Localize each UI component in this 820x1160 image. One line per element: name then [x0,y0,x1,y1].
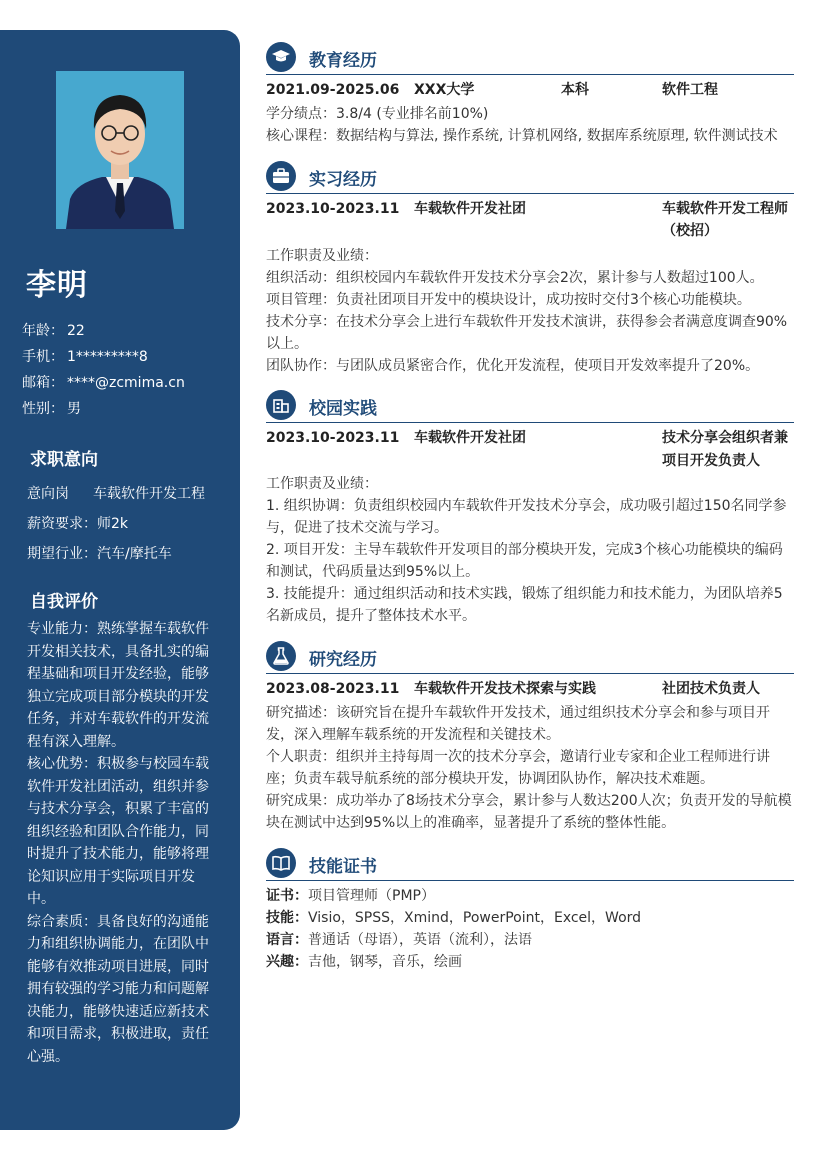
campus-section-header [266,390,794,423]
skills-hobby-row [266,951,462,973]
campus-details [266,473,796,627]
education-gpa: 学分绩点：3.8/4 (专业排名前10%) [266,106,489,122]
research-line: 研究描述：该研究旨在提升车载软件开发技术，通过组织技术分享会和参与项目开发，深入理解车载系统的开发流程和关键技术。 [266,705,770,743]
campus-title: 校园实践 [309,399,377,419]
phone-label: 手机： [22,349,64,365]
self-eval-paragraph: 专业能力：熟练掌握车载软件开发相关技术，具备扎实的编程基础和项目开发经验，能够独立完成项目部分模块的开发任务，并对车载软件的开发流程有深入理解。 [27,621,209,750]
skills-cert-row [266,885,435,907]
intent-industry-row [27,543,205,573]
internship-role: 车载软件开发工程师 [662,201,788,217]
age-row [22,320,185,346]
email-row [22,372,185,398]
internship-line: 团队协作：与团队成员紧密合作，优化开发流程，使项目开发效率提升了20%。 [266,358,760,374]
graduation-cap-icon [266,42,296,72]
email-value: ****@zcmima.cn [67,375,185,391]
gender-label: 性别： [22,401,64,417]
research-line: 研究成果：成功举办了8场技术分享会，累计参与人数达200人次；负责开发的导航模块在测试中达到95%以上的准确率，显著提升了系统的整体性能。 [266,793,792,831]
education-major: 软件工程 [662,82,718,98]
internship-line: 技术分享：在技术分享会上进行车载软件开发技术演讲，获得参会者满意度调查90%以上。 [266,314,788,352]
intent-heading: 求职意向 [30,450,98,470]
gender-value: 男 [67,401,81,417]
research-period: 2023.08-2023.11 [266,681,400,697]
skills-hobby-label: 兴趣： [266,954,308,970]
research-details [266,702,796,834]
campus-role-suffix: 项目开发负责人 [662,453,760,469]
research-line: 个人职责：组织并主持每周一次的技术分享会，邀请行业专家和企业工程师进行讲座；负责车载导航系统的部分模块开发，协调团队协作，解决技术难题。 [266,749,770,787]
skills-language-value: 普通话（母语），英语（流利），法语 [308,932,532,948]
intent-position-label: 意向岗 [27,486,69,502]
internship-org: 车载软件开发社团 [414,201,526,217]
internship-title: 实习经历 [309,170,377,190]
education-title: 教育经历 [309,51,377,71]
skills-hobby-value: 吉他，钢琴，音乐，绘画 [308,954,462,970]
campus-period: 2023.10-2023.11 [266,430,400,446]
intent-position-value: 车载软件开发工程 [93,486,205,502]
campus-role: 技术分享会组织者兼 [662,430,788,446]
phone-value: 1*********8 [67,349,148,365]
internship-line: 工作职责及业绩： [266,248,378,264]
skills-language-label: 语言： [266,932,308,948]
education-school: XXX大学 [414,82,475,98]
skills-title: 技能证书 [309,857,377,877]
skills-language-row [266,929,532,951]
skills-cert-value: 项目管理师（PMP） [308,888,435,904]
intent-industry-label: 期望行业： [27,546,97,562]
sidebar [0,30,240,1130]
self-eval-paragraph: 核心优势：积极参与校园车载软件开发社团活动，组织并参与技术分享会，积累了丰富的组织经验和团队合作能力，同时提升了技术能力，能够将理论知识应用于实际项目开发中。 [27,756,209,907]
internship-details [266,245,796,377]
campus-line: 2. 项目开发：主导车载软件开发项目的部分模块开发，完成3个核心功能模块的编码和测试，代码质量达到95%以上。 [266,542,783,580]
internship-line: 组织活动：组织校园内车载软件开发技术分享会2次，累计参与人数超过100人。 [266,270,764,286]
campus-line: 工作职责及业绩： [266,476,378,492]
campus-line: 1. 组织协调：负责组织校园内车载软件开发技术分享会，成功吸引超过150名同学参与，促进了技术交流与学习。 [266,498,787,536]
self-eval-paragraph: 综合素质：具备良好的沟通能力和组织协调能力，在团队中能够有效推动项目进展，同时拥有较强的学习能力和问题解决能力，能够快速适应新技术和项目需求，积极进取，责任心强。 [27,913,209,1065]
skills-tools-row [266,907,641,929]
internship-line: 项目管理：负责社团项目开发中的模块设计，成功按时交付3个核心功能模块。 [266,292,751,308]
internship-section-header [266,161,794,194]
age-value: 22 [67,323,85,339]
candidate-name: 李明 [26,268,88,303]
skills-cert-label: 证书： [266,888,308,904]
internship-role-suffix: （校招） [662,223,718,239]
education-period: 2021.09-2025.06 [266,82,400,98]
intent-salary-label: 薪资要求： [27,516,97,532]
age-label: 年龄： [22,323,64,339]
campus-org: 车载软件开发社团 [414,430,526,446]
intent-salary-row [27,513,205,543]
skills-tools-label: 技能： [266,910,308,926]
intent-position-row [27,483,205,513]
intent-salary-value: 师2k [97,516,129,532]
research-title: 研究经历 [309,650,377,670]
phone-row [22,346,185,372]
skills-section-header [266,848,794,881]
education-courses: 核心课程：数据结构与算法, 操作系统, 计算机网络, 数据库系统原理, 软件测试技术 [266,128,778,144]
profile-photo [56,71,184,229]
gender-row [22,398,185,424]
research-section-header [266,641,794,674]
self-eval-heading: 自我评价 [30,592,98,612]
research-topic: 车载软件开发技术探索与实践 [414,681,596,697]
building-icon [266,390,296,420]
research-role: 社团技术负责人 [662,681,760,697]
campus-line: 3. 技能提升：通过组织活动和技术实践，锻炼了组织能力和技术能力，为团队培养5名新成员，提升了整体技术水平。 [266,586,783,624]
internship-period: 2023.10-2023.11 [266,201,400,217]
intent-industry-value: 汽车/摩托车 [97,546,172,562]
flask-icon [266,641,296,671]
job-intent [27,483,205,573]
education-degree: 本科 [561,82,589,98]
email-label: 邮箱： [22,375,64,391]
self-eval-text [27,618,219,1068]
briefcase-icon [266,161,296,191]
education-section-header [266,42,794,75]
book-icon [266,848,296,878]
skills-tools-value: Visio，SPSS，Xmind，PowerPoint，Excel，Word [308,910,642,926]
contact-info [22,320,185,424]
